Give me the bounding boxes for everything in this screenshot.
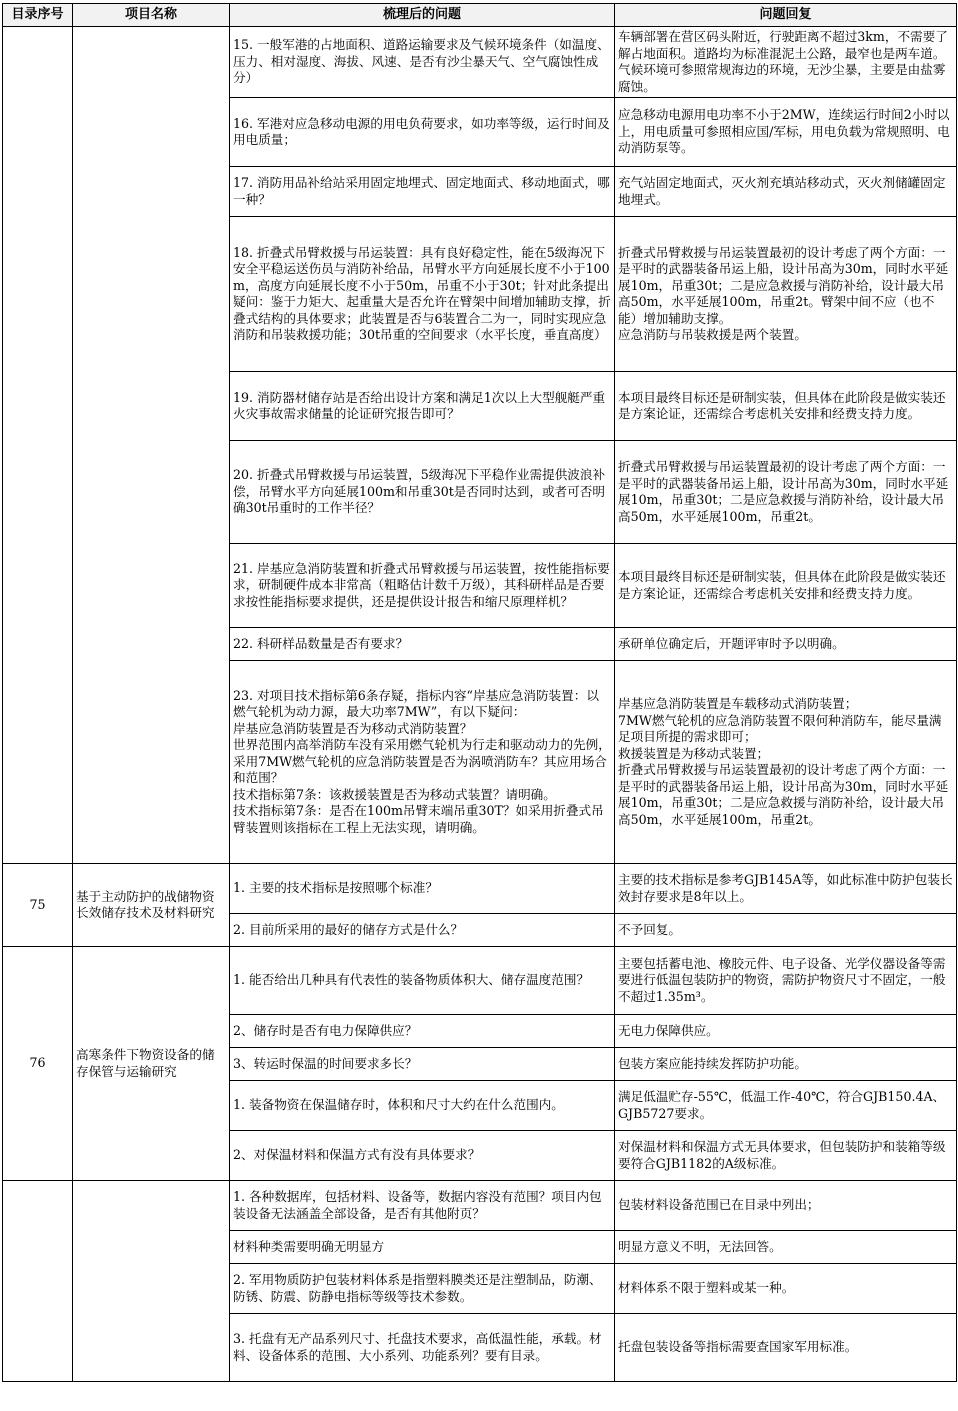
question-cell: 15. 一般军港的占地面积、道路运输要求及气候环境条件（如温度、压力、相对湿度、海拔、风速、是否有沙尘暴天气、空气腐蚀性成分） xyxy=(230,27,615,98)
reply-cell: 承研单位确定后，开题评审时予以明确。 xyxy=(615,628,957,661)
question-cell: 1. 装备物资在保温储存时，体积和尺寸大约在什么范围内。 xyxy=(230,1081,615,1131)
reply-cell: 本项目最终目标还是研制实装，但具体在此阶段是做实装还是方案论证，还需综合考虑机关安排和经费支持力度。 xyxy=(615,372,957,441)
header-project: 项目名称 xyxy=(73,4,230,27)
qa-table xyxy=(2,3,957,1382)
question-cell: 21. 岸基应急消防装置和折叠式吊臂救援与吊运装置，按性能指标要求，研制硬件成本非常高（粗略估计数千万级），其科研样品是否要求按性能指标要求提供，还是提供设计报告和缩尺原理样机？ xyxy=(230,544,615,628)
reply-cell: 包装材料设备范围已在目录中列出； xyxy=(615,1181,957,1231)
header-question: 梳理后的问题 xyxy=(230,4,615,27)
reply-cell: 不予回复。 xyxy=(615,914,957,947)
index-cell: 75 xyxy=(3,864,73,947)
project-cell: 高寒条件下物资设备的储存保管与运输研究 xyxy=(73,947,230,1181)
header-row xyxy=(3,4,957,27)
reply-cell: 岸基应急消防装置是车载移动式消防装置； 7MW燃气轮机的应急消防装置不限何种消防车，能尽量满足项目所提的需求即可； 救援装置是为移动式装置； 折叠式吊臂救援与吊运装置最初的设计考虑了两个方面：一是平时的武器装备吊运上船，设计吊高为30m，同时水平延展10m，吊重30t；二是应急救援与消防补给，设计最大吊高50m，水平延展100m，吊重2t。 xyxy=(615,661,957,864)
question-cell: 2、对保温材料和保温方式有没有具体要求？ xyxy=(230,1131,615,1181)
question-cell: 3、转运时保温的时间要求多长？ xyxy=(230,1048,615,1081)
reply-cell: 无电力保障供应。 xyxy=(615,1015,957,1048)
header-index: 目录序号 xyxy=(3,4,73,27)
question-cell: 1. 各种数据库，包括材料、设备等，数据内容没有范围？项目内包装设备无法涵盖全部设备，是否有其他附页？ xyxy=(230,1181,615,1231)
project-cell xyxy=(73,1181,230,1382)
question-cell: 19. 消防器材储存站是否给出设计方案和满足1次以上大型舰艇严重火灾事故需求储量的论证研究报告即可？ xyxy=(230,372,615,441)
question-cell: 22. 科研样品数量是否有要求？ xyxy=(230,628,615,661)
reply-cell: 包装方案应能持续发挥防护功能。 xyxy=(615,1048,957,1081)
table-row xyxy=(3,27,957,98)
question-cell: 1. 主要的技术指标是按照哪个标准？ xyxy=(230,864,615,914)
index-cell xyxy=(3,27,73,864)
table-row xyxy=(3,947,957,1015)
question-cell: 2、储存时是否有电力保障供应？ xyxy=(230,1015,615,1048)
reply-cell: 本项目最终目标还是研制实装，但具体在此阶段是做实装还是方案论证，还需综合考虑机关安排和经费支持力度。 xyxy=(615,544,957,628)
reply-cell: 折叠式吊臂救援与吊运装置最初的设计考虑了两个方面：一是平时的武器装备吊运上船，设计吊高为30m，同时水平延展10m，吊重30t；二是应急救援与消防补给，设计最大吊高50m，水平延展100m，吊重2t。臂架中间不应（也不能）增加辅助支撑。 应急消防与吊装救援是两个装置。 xyxy=(615,217,957,372)
reply-cell: 材料体系不限于塑料或某一种。 xyxy=(615,1264,957,1314)
question-cell: 20. 折叠式吊臂救援与吊运装置，5级海况下平稳作业需提供波浪补偿，吊臂水平方向延展100m和吊重30t是否同时达到，或者可否明确30t吊重时的工作半径？ xyxy=(230,441,615,544)
question-cell: 18. 折叠式吊臂救援与吊运装置：具有良好稳定性，能在5级海况下安全平稳运送伤员与消防补给品，吊臂水平方向延展长度不小于100m，高度方向延展长度不小于50m，吊重不小于30t；针对此条提出疑问：鉴于力矩大、起重量大是否允许在臂架中间增加辅助支撑，折叠式结构的具体要求；此装置是否与6装置合二为一，同时实现应急消防和吊装救援功能；30t吊重的空间要求（水平长度，垂直高度） xyxy=(230,217,615,372)
reply-cell: 对保温材料和保温方式无具体要求，但包装防护和装箱等级要符合GJB1182的A级标准。 xyxy=(615,1131,957,1181)
reply-cell: 折叠式吊臂救援与吊运装置最初的设计考虑了两个方面：一是平时的武器装备吊运上船，设计吊高为30m，同时水平延展10m，吊重30t；二是应急救援与消防补给，设计最大吊高50m，水平延展100m，吊重2t。 xyxy=(615,441,957,544)
reply-cell: 托盘包装设备等指标需要查国家军用标准。 xyxy=(615,1314,957,1382)
index-cell xyxy=(3,1181,73,1382)
reply-cell: 充气站固定地面式，灭火剂充填站移动式，灭火剂储罐固定地埋式。 xyxy=(615,167,957,217)
question-cell: 2. 目前所采用的最好的储存方式是什么？ xyxy=(230,914,615,947)
reply-cell: 主要的技术指标是参考GJB145A等，如此标准中防护包装长效封存要求是8年以上。 xyxy=(615,864,957,914)
reply-cell: 应急移动电源用电功率不小于2MW，连续运行时间2小时以上，用电质量可参照相应国/军标，用电负载为常规照明、电动消防泵等。 xyxy=(615,98,957,167)
question-cell: 17. 消防用品补给站采用固定地埋式、固定地面式、移动地面式，哪一种？ xyxy=(230,167,615,217)
question-cell: 23. 对项目技术指标第6条存疑，指标内容“岸基应急消防装置：以燃气轮机为动力源，最大功率7MW”，有以下疑问： 岸基应急消防装置是否为移动式消防装置？ 世界范围内高举消防车没有采用燃气轮机为行走和驱动动力的先例，采用7MW燃气轮机的应急消防装置是否为涡喷消防车？其应用场合和范围？ 技术指标第7条：该救援装置是否为移动式装置？请明确。 技术指标第7条：是否在100m吊臂末端吊重30T？如采用折叠式吊臂装置则该指标在工程上无法实现，请明确。 xyxy=(230,661,615,864)
question-cell: 16. 军港对应急移动电源的用电负荷要求，如功率等级，运行时间及用电质量； xyxy=(230,98,615,167)
question-cell: 1. 能否给出几种具有代表性的装备物质体积大、储存温度范围？ xyxy=(230,947,615,1015)
project-cell xyxy=(73,27,230,864)
question-cell: 3. 托盘有无产品系列尺寸、托盘技术要求，高低温性能，承载。材料、设备体系的范围、大小系列、功能系列？要有目录。 xyxy=(230,1314,615,1382)
index-cell: 76 xyxy=(3,947,73,1181)
header-reply: 问题回复 xyxy=(615,4,957,27)
question-cell: 2. 军用物质防护包装材料体系是指塑料膜类还是注塑制品，防潮、防锈、防震、防静电指标等级等技术参数。 xyxy=(230,1264,615,1314)
table-row xyxy=(3,864,957,914)
reply-cell: 车辆部署在营区码头附近，行驶距离不超过3km，不需要了解占地面积。道路均为标准混泥土公路，最窄也是两车道。气候环境可参照常规海边的环境，无沙尘暴，主要是由盐雾腐蚀。 xyxy=(615,27,957,98)
question-cell: 材料种类需要明确无明显方 xyxy=(230,1231,615,1264)
table-row xyxy=(3,1181,957,1231)
reply-cell: 明显方意义不明，无法回答。 xyxy=(615,1231,957,1264)
reply-cell: 满足低温贮存-55℃，低温工作-40℃，符合GJB150.4A、GJB5727要求。 xyxy=(615,1081,957,1131)
reply-cell: 主要包括蓄电池、橡胶元件、电子设备、光学仪器设备等需要进行低温包装防护的物资，需防护物资尺寸不固定，一般不超过1.35m³。 xyxy=(615,947,957,1015)
project-cell: 基于主动防护的战储物资长效储存技术及材料研究 xyxy=(73,864,230,947)
